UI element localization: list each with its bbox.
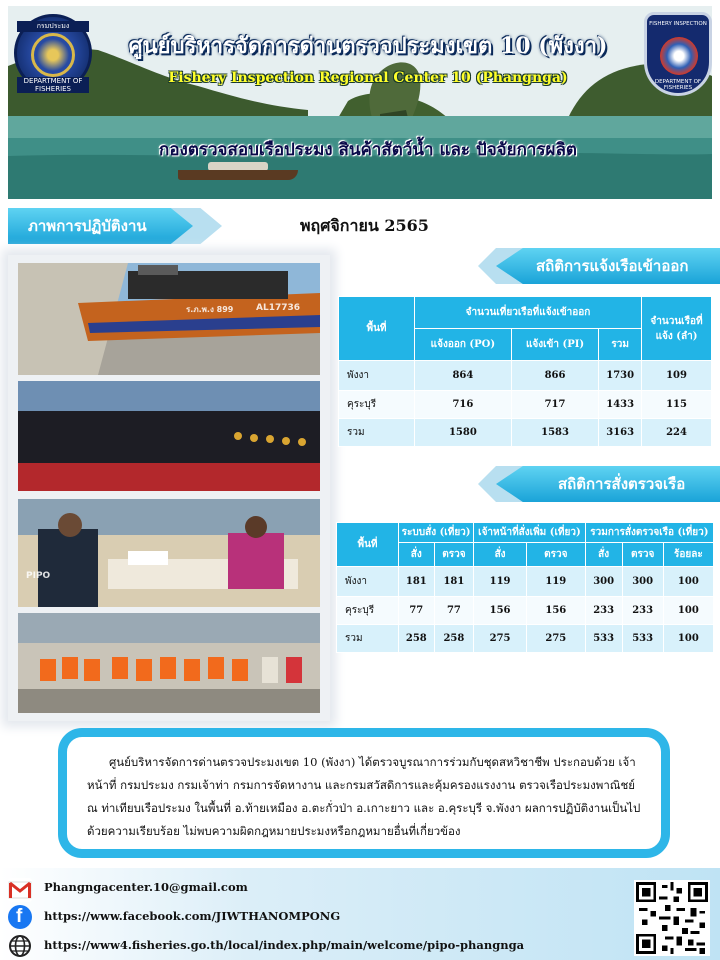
cell-total: 1730 — [599, 361, 642, 391]
photo-fishing-nets — [18, 381, 320, 491]
section-header-label: ภาพการปฏิบัติงาน — [28, 217, 147, 235]
col-trip-group-header: จำนวนเที่ยวเรือที่แจ้งเข้าออก — [415, 297, 642, 329]
photo-fishing-nets-image — [18, 381, 320, 491]
photo-document-inspection-image — [18, 499, 320, 607]
cell-value: 233 — [622, 597, 663, 625]
col-system-header: ระบบสั่ง (เที่ยว) — [399, 523, 474, 543]
photo-fishing-boat-image — [18, 263, 320, 375]
col-in-header: แจ้งเข้า (PI) — [511, 329, 599, 361]
photo-crew-group-image — [18, 613, 320, 713]
boat-number-label: ร.ภ.พ.ง 899 — [186, 305, 234, 314]
emblem-left-seal — [31, 33, 75, 77]
cell-value: 156 — [474, 597, 527, 625]
emblem-right-seal — [660, 37, 698, 75]
cell-value: 300 — [585, 567, 622, 597]
sub-order-header: สั่ง — [474, 543, 527, 567]
page-title-english: Fishery Inspection Regional Center 10 (Phangnga) — [168, 70, 568, 86]
cell-value: 533 — [622, 625, 663, 653]
cell-value: 77 — [434, 597, 474, 625]
summary-box — [58, 728, 670, 858]
gmail-icon — [8, 878, 32, 902]
table-row — [339, 361, 712, 391]
emblem-left-text-top: กรมประมง — [17, 21, 89, 32]
inspection-order-table — [336, 522, 714, 653]
cell-boats: 115 — [642, 391, 712, 419]
cell-value: 100 — [663, 567, 713, 597]
cell-value: 275 — [526, 625, 585, 653]
section-header-label: สถิติการสั่งตรวจเรือ — [558, 475, 686, 493]
fisheries-department-emblem — [14, 14, 92, 92]
cell-value: 100 — [663, 625, 713, 653]
col-total-header: รวมการสั่งตรวจเรือ (เที่ยว) — [585, 523, 713, 543]
cell-in: 1583 — [511, 419, 599, 447]
globe-icon — [8, 934, 32, 958]
cell-value: 100 — [663, 597, 713, 625]
cell-in: 717 — [511, 391, 599, 419]
table-row — [337, 567, 714, 597]
cell-value: 233 — [585, 597, 622, 625]
cell-out: 1580 — [415, 419, 512, 447]
cell-value: 119 — [526, 567, 585, 597]
cell-area: รวม — [339, 419, 415, 447]
section-header-work-photos — [0, 208, 230, 244]
photo-document-inspection — [18, 499, 320, 607]
cell-area: รวม — [337, 625, 399, 653]
col-area-header: พื้นที่ — [337, 523, 399, 567]
division-subtitle: กองตรวจสอบเรือประมง สินค้าสัตว์น้ำ และ ปัจจัยการผลิต — [159, 140, 577, 160]
cell-out: 716 — [415, 391, 512, 419]
emblem-right-text-bottom: DEPARTMENT OF FISHERIES — [654, 79, 702, 91]
section-header-vessel-notification — [478, 248, 720, 284]
sub-check-header: ตรวจ — [622, 543, 663, 567]
facebook-icon-glyph: f — [16, 906, 23, 927]
report-month: พฤศจิกายน 2565 — [300, 216, 429, 235]
cell-area: คุระบุรี — [339, 391, 415, 419]
sub-check-header: ตรวจ — [434, 543, 474, 567]
boat-hull — [178, 170, 298, 180]
col-out-header: แจ้งออก (PO) — [415, 329, 512, 361]
cell-area: คุระบุรี — [337, 597, 399, 625]
cell-value: 300 — [622, 567, 663, 597]
header-banner — [8, 6, 712, 199]
emblem-right-text-top: FISHERY INSPECTION — [649, 21, 707, 27]
facebook-icon — [8, 905, 32, 929]
sub-percent-header: ร้อยละ — [663, 543, 713, 567]
cell-total: 3163 — [599, 419, 642, 447]
contact-facebook-link[interactable]: https://www.facebook.com/JIWTHANOMPONG — [44, 909, 341, 923]
cell-in: 866 — [511, 361, 599, 391]
boat-code-label: AL17736 — [256, 303, 301, 313]
sub-check-header: ตรวจ — [526, 543, 585, 567]
photo-collage — [8, 255, 330, 721]
contact-website-link[interactable]: https://www4.fisheries.go.th/local/index.php/main/welcome/pipo-phangnga — [44, 938, 525, 952]
cell-value: 181 — [434, 567, 474, 597]
qr-code[interactable] — [634, 880, 710, 956]
cell-area: พังงา — [339, 361, 415, 391]
summary-text: ศูนย์บริหารจัดการด่านตรวจประมงเขต 10 (พังงา) ได้ตรวจบูรณาการร่วมกับชุดสหวิชาชีพ ประกอบด้วย เจ้าหน้าที่ กรมประมง กรมเจ้าท่า กรมการจัดหางาน และกรมสวัสดิการและคุ้มครองแรงงาน ตรวจเรือประมงพาณิชย์ ณ ท่าเทียบเรือประมง ในพื้นที่ อ.ท้ายเหมือง อ.ตะกั่วป่า อ.เกาะยาว และ อ.คุระบุรี จ.พังงา ผลการปฏิบัติงานเป็นไปด้วยความเรียบร้อย ไม่พบความผิดกฎหมายประมงหรือกฎหมายอื่นที่เกี่ยวข้อง — [87, 755, 641, 838]
cell-value: 275 — [474, 625, 527, 653]
table-row — [337, 625, 714, 653]
col-area-header: พื้นที่ — [339, 297, 415, 361]
cell-value: 77 — [399, 597, 435, 625]
sub-order-header: สั่ง — [399, 543, 435, 567]
sub-order-header: สั่ง — [585, 543, 622, 567]
table-row — [337, 597, 714, 625]
cell-value: 181 — [399, 567, 435, 597]
vest-label: PIPO — [26, 571, 51, 581]
cell-value: 119 — [474, 567, 527, 597]
col-boat-count-header: จำนวนเรือที่แจ้ง (ลำ) — [642, 297, 712, 361]
cell-value: 258 — [399, 625, 435, 653]
fishery-inspection-emblem — [644, 12, 712, 96]
cell-value: 258 — [434, 625, 474, 653]
contact-email[interactable]: Phangngacenter.10@gmail.com — [44, 880, 248, 894]
cell-value: 533 — [585, 625, 622, 653]
cell-total: 1433 — [599, 391, 642, 419]
emblem-left-text-bottom: DEPARTMENT OF FISHERIES — [17, 77, 89, 93]
photo-fishing-boat — [18, 263, 320, 375]
cell-area: พังงา — [337, 567, 399, 597]
col-officer-header: เจ้าหน้าที่สั่งเพิ่ม (เที่ยว) — [474, 523, 585, 543]
section-header-inspection-orders — [478, 466, 720, 502]
table-row — [339, 419, 712, 447]
cell-out: 864 — [415, 361, 512, 391]
section-header-label: สถิติการแจ้งเรือเข้าออก — [536, 257, 689, 275]
photo-crew-group — [18, 613, 320, 713]
cell-value: 156 — [526, 597, 585, 625]
page-title-thai: ศูนย์บริหารจัดการด่านตรวจประมงเขต 10 (พังงา) — [128, 33, 608, 59]
vessel-notification-table — [338, 296, 712, 447]
col-total-header: รวม — [599, 329, 642, 361]
table-row — [339, 391, 712, 419]
cell-boats: 224 — [642, 419, 712, 447]
cell-boats: 109 — [642, 361, 712, 391]
